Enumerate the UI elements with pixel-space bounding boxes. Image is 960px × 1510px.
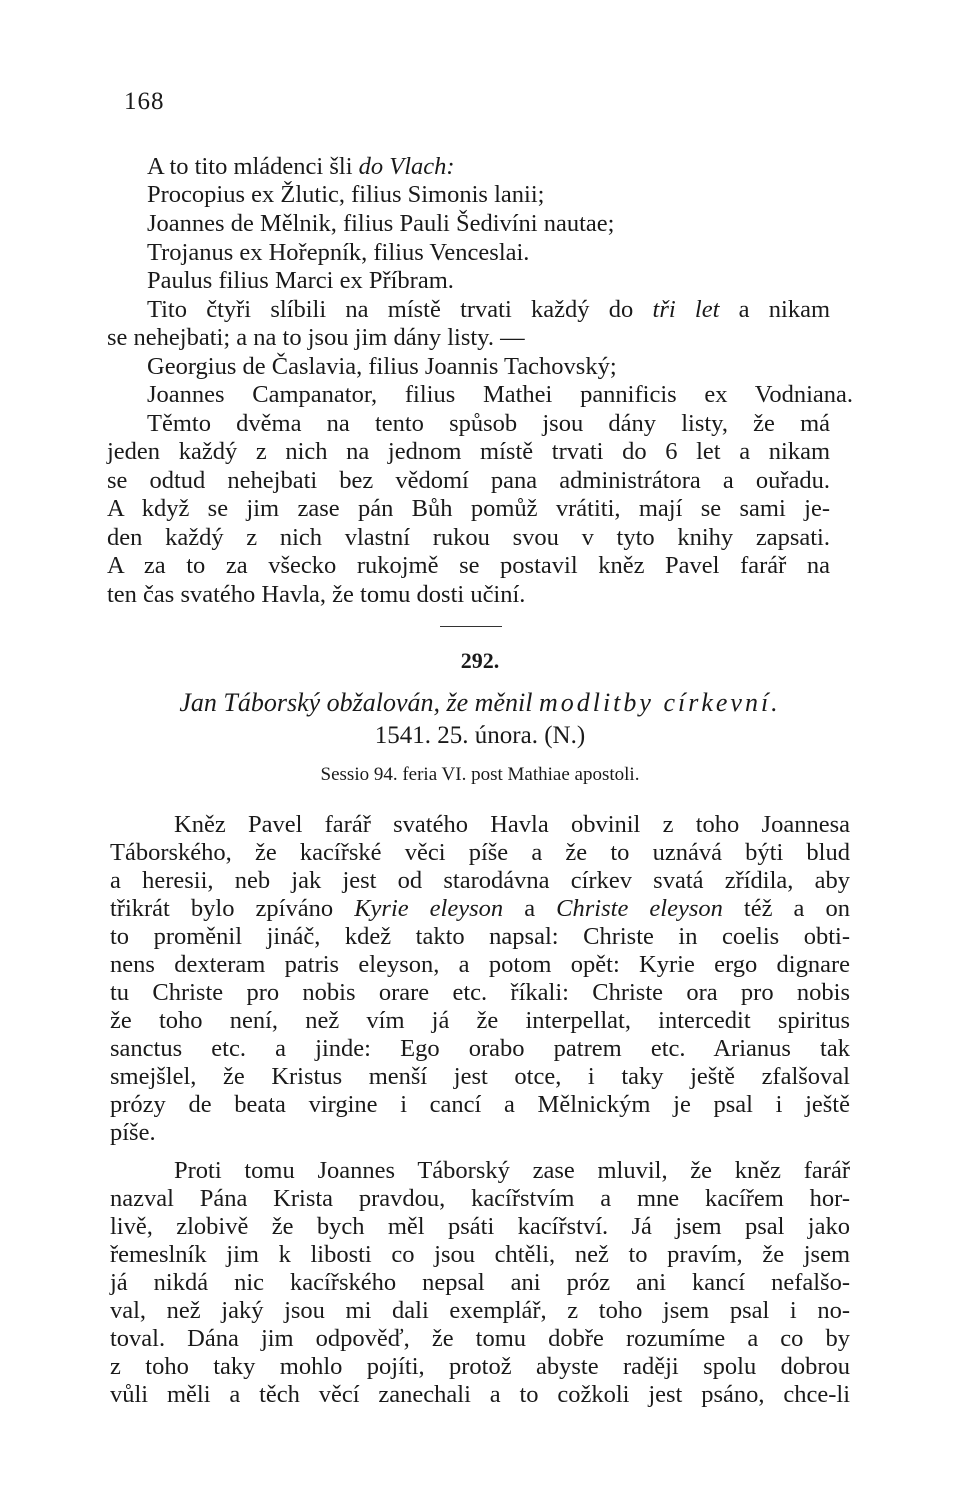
body-text-line: že toho není, než vím já že interpellat, intercedit spiritus	[110, 1007, 850, 1034]
body-text-line: a heresii, neb jak jest od starodávna církev svatá zřídila, aby	[110, 867, 850, 894]
top-text-line: Těmto dvěma na tento spůsob jsou dány listy, že má	[147, 410, 830, 437]
body-text-line: tu Christe pro nobis orare etc. říkali: Christe ora pro nobis	[110, 979, 850, 1006]
top-text-line: A když se jim zase pán Bůh pomůž vrátiti, mají se sami je-	[107, 495, 830, 522]
body-text-line: Kněz Pavel farář svatého Havla obvinil z toho Joannesa	[174, 811, 850, 838]
body-text-line: sanctus etc. a jinde: Ego orabo patrem etc. Arianus tak	[110, 1035, 850, 1062]
body-text-line: nazval Pána Krista pravdou, kacířstvím a mne kacířem hor-	[110, 1185, 850, 1212]
body-text-line: z toho taky mohlo pojíti, protož abyste raději spolu dobrou	[110, 1353, 850, 1380]
page-number: 168	[124, 88, 165, 115]
body-text-line: smejšlel, že Kristus menší jest otce, i taky ještě zfalšoval	[110, 1063, 850, 1090]
body-text-line: píše.	[110, 1119, 156, 1146]
body-text-line: Proti tomu Joannes Táborský zase mluvil, že kněz farář	[174, 1157, 850, 1184]
section-divider	[440, 626, 502, 627]
section-number: 292.	[460, 648, 500, 673]
body-text-line: Táborského, že kacířské věci píše a že to uznává býti blud	[110, 839, 850, 866]
section-title: Jan Táborský obžalován, že měnil modlitby církevní.	[179, 688, 781, 717]
top-text-line: Tito čtyři slíbili na místě trvati každý do tři let a nikam	[147, 296, 830, 323]
top-text-line: jeden každý z nich na jednom místě trvati do 6 let a nikam	[107, 438, 830, 465]
body-text-line: val, než jaký jsou mi dali exemplář, z toho jsem psal i no-	[110, 1297, 850, 1324]
top-text-line: se nehejbati; a na to jsou jim dány listy. —	[107, 324, 525, 351]
top-text-line: A to tito mládenci šli do Vlach:	[147, 153, 455, 180]
top-text-line: A za to za všecko rukojmě se postavil kněz Pavel farář na	[107, 552, 830, 579]
top-text-line: Trojanus ex Hořepník, filius Venceslai.	[147, 239, 530, 266]
section-session: Sessio 94. feria VI. post Mathiae apostoli.	[320, 764, 640, 785]
body-text-line: vůli měli a těch věcí zanechali a to cožkoli jest psáno, chce-li	[110, 1381, 850, 1408]
body-text-line: já nikdá nic kacířského nepsal ani próz ani kancí nefalšo-	[110, 1269, 850, 1296]
top-text-line: se odtud nehejbati bez vědomí pana administrátora a ouřadu.	[107, 467, 830, 494]
body-text-line: livě, zlobivě že bych měl psáti kacířství. Já jsem psal jako	[110, 1213, 850, 1240]
top-text-line: Joannes Campanator, filius Mathei pannificis ex Vodniana.	[147, 381, 853, 408]
top-text-line: ten čas svatého Havla, že tomu dosti učiní.	[107, 581, 526, 608]
body-text-line: řemeslník jim k libosti co jsou chtěli, než to pravím, že jsem	[110, 1241, 850, 1268]
top-text-line: Procopius ex Žlutic, filius Simonis lanii;	[147, 181, 545, 208]
body-text-line: nens dexteram patris eleyson, a potom opět: Kyrie ergo dignare	[110, 951, 850, 978]
top-text-line: Joannes de Mělnik, filius Pauli Šedivíni nautae;	[147, 210, 615, 237]
top-text-line: den každý z nich vlastní rukou svou v tyto knihy zapsati.	[107, 524, 830, 551]
top-text-line: Paulus filius Marci ex Příbram.	[147, 267, 454, 294]
body-text-line: prózy de beata virgine i cancí a Mělnickým je psal i ještě	[110, 1091, 850, 1118]
body-text-line: to proměnil jináč, kdež takto napsal: Christe in coelis obti-	[110, 923, 850, 950]
top-text-line: Georgius de Časlavia, filius Joannis Tachovský;	[147, 353, 617, 380]
body-text-line: třikrát bylo zpíváno Kyrie eleyson a Christe eleyson též a on	[110, 895, 850, 922]
section-date: 1541. 25. února. (N.)	[374, 722, 586, 749]
body-text-line: toval. Dána jim odpověď, že tomu dobře rozumíme a co by	[110, 1325, 850, 1352]
